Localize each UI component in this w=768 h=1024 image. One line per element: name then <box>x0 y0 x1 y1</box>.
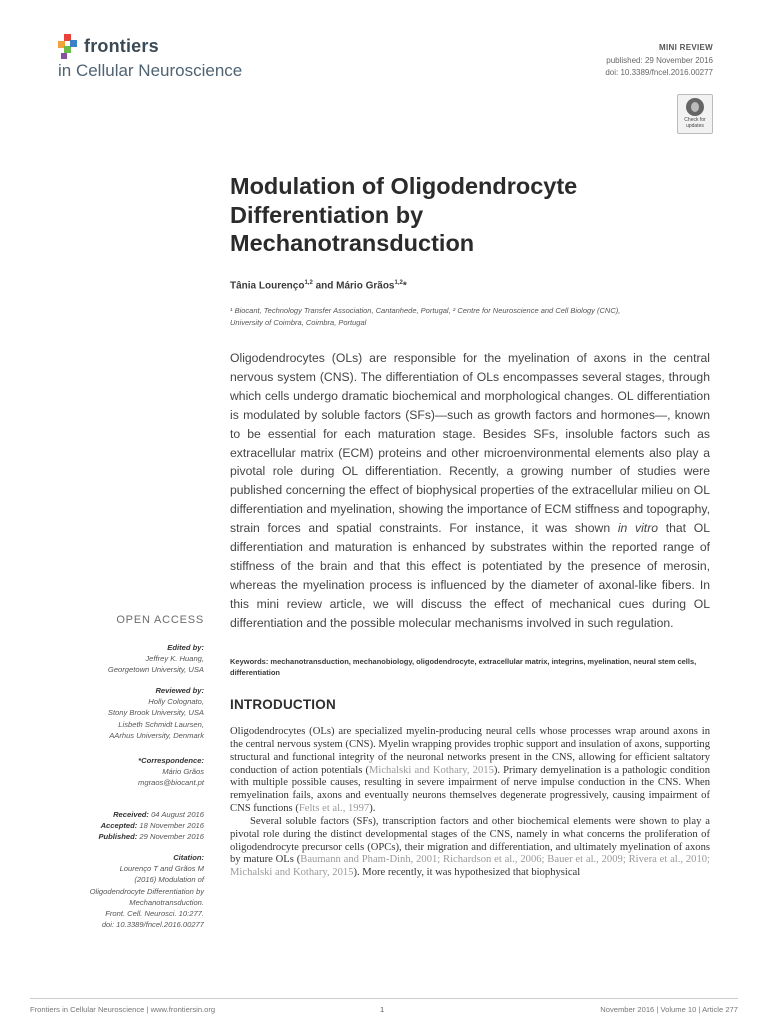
citation-link[interactable]: Michalski and Kothary, 2015 <box>368 764 494 776</box>
citation-line: (2016) Modulation of <box>134 875 204 885</box>
badge-line: Check for <box>684 117 706 123</box>
correspondence-label: *Correspondence: <box>138 756 204 765</box>
author-and: and <box>312 280 337 292</box>
affiliation-line: ¹ Biocant, Technology Transfer Association, Cantanhede, Portugal, ² Centre for Neuroscience and Cell Biology (CNC), <box>230 306 621 315</box>
reviewer-line: AArhus University, Denmark <box>109 730 204 740</box>
keywords: Keywords: mechanotransduction, mechanobiology, oligodendrocyte, extracellular matrix, integrins, myelination, neural stem cells, differentiation <box>230 657 697 677</box>
body-span: ). More recently, it was hypothesized that biophysical <box>353 867 581 879</box>
open-access-label: OPEN ACCESS <box>116 614 204 626</box>
doi[interactable]: doi: 10.3389/fncel.2016.00277 <box>605 68 713 77</box>
footer-volume: November 2016 | Volume 10 | Article 277 <box>600 1005 738 1014</box>
body-text <box>230 726 710 880</box>
correspondence-email[interactable]: mgraos@biocant.pt <box>138 778 204 788</box>
body-span: Several soluble factors (SFs), transcription factors and other biochemical elements were shown to play a pivotal role during the distinct developmental stages of the CNS, namely in what concerns the proliferation of oligodendrocyte precursor cells (OPCs), their migration and differentiation, and ultimately myelination of axons by mature OLs ( <box>230 815 710 866</box>
reviewed-by-block <box>20 685 204 741</box>
affiliations <box>230 305 710 329</box>
reviewer-line: Stony Brook University, USA <box>107 708 204 718</box>
editor-line: Jeffrey K. Huang, <box>145 654 204 664</box>
edited-by-block <box>20 642 204 676</box>
reviewed-by-label: Reviewed by: <box>155 686 204 695</box>
citation-link[interactable]: Felts et al., 1997 <box>298 803 370 815</box>
article-title <box>230 172 710 258</box>
author-list <box>230 280 407 291</box>
frontiers-logo-icon <box>58 34 80 62</box>
published-date: published: 29 November 2016 <box>606 56 713 65</box>
received-label: Received: <box>113 810 149 819</box>
bookmark-icon <box>686 98 704 116</box>
title-line: Modulation of Oligodendrocyte <box>230 173 578 199</box>
journal-name: in Cellular Neuroscience <box>58 61 243 80</box>
received-date: 04 August 2016 <box>148 810 204 819</box>
citation-link[interactable]: Baumann and Pham-Dinh, 2001; Richardson et al., 2006; Bauer et al., 2009; Rivera et al., 2010; Michalski and Kothary, 2015 <box>230 854 711 879</box>
citation-line[interactable]: doi: 10.3389/fncel.2016.00277 <box>101 920 204 930</box>
editor-line: Georgetown University, USA <box>107 665 204 675</box>
footer-journal[interactable]: Frontiers in Cellular Neuroscience | www.frontiersin.org <box>30 1005 216 1014</box>
accepted-label: Accepted: <box>100 821 138 831</box>
abstract <box>230 349 710 633</box>
edited-by-label: Edited by: <box>167 643 204 652</box>
footer-rule <box>30 998 738 999</box>
dates-block <box>20 809 204 843</box>
body-span: ). <box>369 803 376 815</box>
citation-line: Lourenço T and Grãos M <box>119 864 204 874</box>
author-name[interactable]: Tânia Lourenço <box>230 280 305 292</box>
author-affil-sup: 1,2 <box>304 280 313 286</box>
correspondence-mark: * <box>402 280 407 292</box>
body-span: Oligodendrocytes (OLs) are specialized myelin-producing neural cells whose processes wrap around axons in the central nervous system (CNS). Myelin wrapping provides trophic support and insulation of axons, supporting structural and functional integrity of the neuronal networks present in the CNS, allowing for efficient saltatory conduction of action potentials ( <box>230 726 710 776</box>
title-line: Differentiation by <box>230 201 424 228</box>
abstract-text: Oligodendrocytes (OLs) are responsible for the myelination of axons in the central nervous system (CNS). The differentiation of OLs encompasses several stages, through which cells undergo dramatic biochemical and morphological changes. OL differentiation is modulated by soluble factors (SFs)—such as growth factors and hormones—, known to be essential for each maturation stage. Besides SFs, insoluble factors such as extracellular matrix (ECM) proteins and other microenvironmental elements also play a pivotal role during OL differentiation. Recently, a growing number of studies were published concerning the effect of biophysical properties of the extracellular milieu on OL differentiation and myelination, showing the importance of ECM stiffness and topography, strain forces and spatial constraints. For instance, it was shown <box>230 351 710 536</box>
author-affil-sup: 1,2 <box>394 280 403 286</box>
reviewer-line: Lisbeth Schmidt Laursen, <box>118 719 204 729</box>
citation-line: Mechanotransduction. <box>129 897 204 907</box>
citation-line: Oligodendrocyte Differentiation by <box>89 886 204 896</box>
citation-line: Front. Cell. Neurosci. 10:277. <box>105 909 204 919</box>
correspondence-block <box>20 755 204 789</box>
page-number: 1 <box>380 1005 385 1014</box>
check-for-updates-badge[interactable] <box>677 94 713 134</box>
affiliation-line: University of Coimbra, Coimbra, Portugal <box>230 318 367 327</box>
section-heading: INTRODUCTION <box>230 697 336 712</box>
abstract-italic: in vitro <box>617 521 659 536</box>
author-name[interactable]: Mário Grãos <box>336 280 395 292</box>
logo-wordmark: frontiers <box>84 36 159 56</box>
reviewer-line: Holly Colognato, <box>148 697 204 707</box>
correspondence-name: Mário Grãos <box>162 767 204 777</box>
article-type: MINI REVIEW <box>659 43 713 52</box>
published-label: Published: <box>98 832 138 842</box>
badge-line: updates <box>686 123 704 129</box>
abstract-text: that OL differentiation and maturation is enhanced by substrates within the reported range of stiffness of the brain and that this effect is potentiated by the presence of merosin, whereas the myelination process is influenced by the diameter of axonal-like fibers. In this mini review article, we will discuss the effect of mechanical cues during OL differentiation and the possible molecular mechanisms involved in such regulation. <box>230 521 710 630</box>
body-span: ). Primary demyelination is a pathologic condition with multiple possible causes, resulting in severe impairment of nerve impulse conduction in the CNS. When remyelination fails, axons and eventually neurons themselves degenerate progressively, causing impairment of CNS functions ( <box>230 764 710 815</box>
accepted-date: 18 November 2016 <box>137 821 204 831</box>
citation-block <box>20 852 204 930</box>
title-line: Mechanotransduction <box>230 230 475 256</box>
citation-label: Citation: <box>173 853 204 862</box>
published-date-side: 29 November 2016 <box>137 832 204 842</box>
